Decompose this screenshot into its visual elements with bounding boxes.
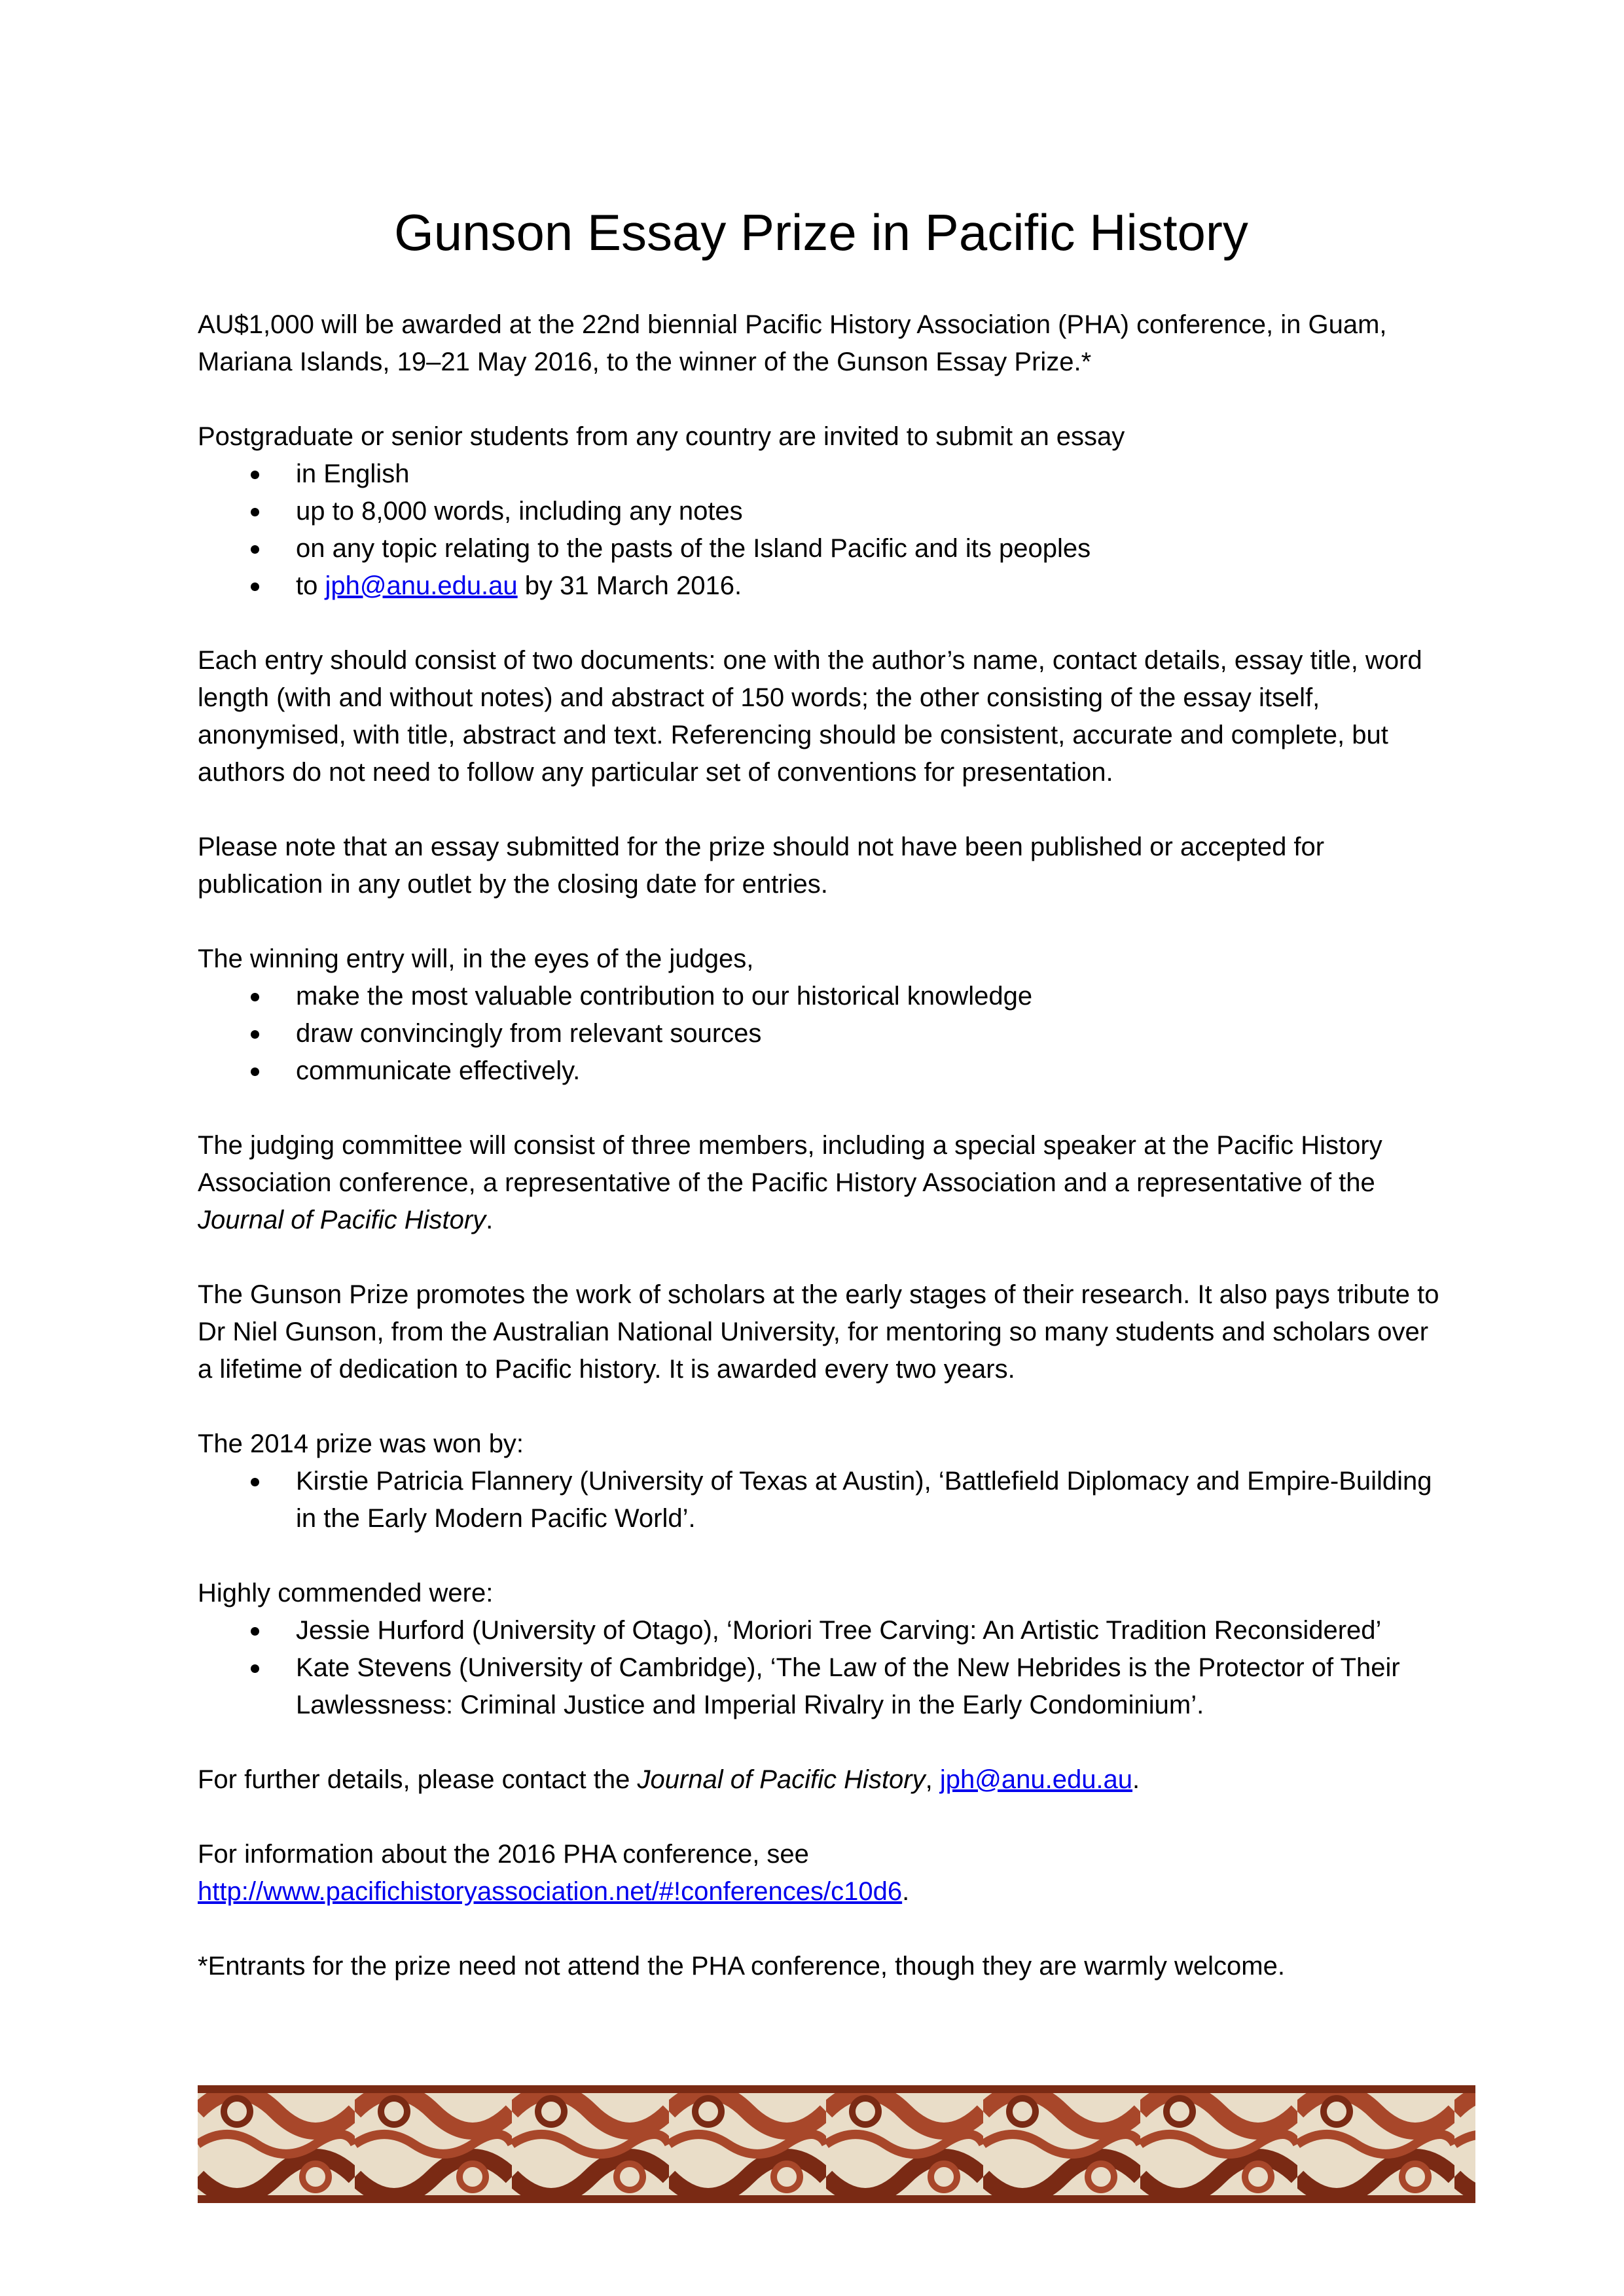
document-body [198, 196, 1445, 2022]
bullet-icon [251, 583, 259, 591]
commended-list [198, 1612, 1445, 1724]
publication-note-paragraph: Please note that an essay submitted for the prize should not have been published or accepted for publication in any outlet by the closing date for entries. [198, 833, 1325, 899]
conference-link[interactable]: http://www.pacifichistoryassociation.net/#!conferences/c10d6 [198, 1877, 903, 1906]
winner-list [198, 1463, 1445, 1537]
about-paragraph: The Gunson Prize promotes the work of scholars at the early stages of their research. It also pays tribute to Dr Niel Gunson, from the Australian National University, for mentoring so many students and scholars over a lifetime of dedication to Pacific history. It is awarded every two years. [198, 1280, 1439, 1384]
journal-title: Journal of Pacific History [637, 1765, 926, 1794]
bullet-icon [251, 1478, 259, 1486]
journal-title: Journal of Pacific History [198, 1206, 486, 1234]
list-item: draw convincingly from relevant sources [198, 1015, 1445, 1052]
bullet-icon [251, 1627, 259, 1636]
bullet-icon [251, 993, 259, 1001]
bullet-icon [251, 1664, 259, 1673]
list-item: communicate effectively. [198, 1052, 1445, 1090]
list-item: to jph@anu.edu.au by 31 March 2016. [198, 567, 1445, 605]
bullet-icon [251, 545, 259, 554]
list-item: Jessie Hurford (University of Otago), ‘Moriori Tree Carving: An Artistic Tradition Reconsidered’ [198, 1612, 1445, 1649]
list-item: in English [198, 456, 1445, 493]
intro-paragraph: AU$1,000 will be awarded at the 22nd biennial Pacific History Association (PHA) conference, in Guam, Mariana Islands, 19–21 May 2016, to the winner of the Gunson Essay Prize.* [198, 310, 1387, 376]
list-item: Kate Stevens (University of Cambridge), ‘The Law of the New Hebrides is the Protector of Their Lawlessness: Criminal Justice and Imperial Rivalry in the Early Condominium’. [198, 1649, 1445, 1724]
list-item: Kirstie Patricia Flannery (University of Texas at Austin), ‘Battlefield Diplomacy and Empire-Building in the Early Modern Pacific World’. [198, 1463, 1445, 1537]
criteria-lead: The winning entry will, in the eyes of the judges, [198, 944, 754, 973]
committee-paragraph: The judging committee will consist of three members, including a special speaker at the Pacific History Association conference, a representative of the Pacific History Association and a representative of the Journal of Pacific History. [198, 1131, 1382, 1234]
list-item: on any topic relating to the pasts of the Island Pacific and its peoples [198, 530, 1445, 567]
email-link[interactable]: jph@anu.edu.au [939, 1765, 1133, 1794]
bullet-icon [251, 508, 259, 516]
footnote: *Entrants for the prize need not attend the PHA conference, though they are warmly welcome. [198, 1952, 1285, 1981]
decorative-kowhaiwhai-border [198, 2085, 1475, 2203]
page-title: Gunson Essay Prize in Pacific History [394, 204, 1248, 261]
entry-documents-paragraph: Each entry should consist of two documents: one with the author’s name, contact details, essay title, word length (with and without notes) and abstract of 150 words; the other consisting of the essay itself, anonymised, with title, abstract and text. Referencing should be consistent, accurate and complete, but authors do not need to follow any particular set of conventions for presentation. [198, 646, 1422, 787]
winner-lead: The 2014 prize was won by: [198, 1429, 524, 1458]
email-link[interactable]: jph@anu.edu.au [325, 571, 518, 600]
bullet-icon [251, 471, 259, 479]
commended-lead: Highly commended were: [198, 1579, 494, 1607]
list-item: up to 8,000 words, including any notes [198, 493, 1445, 530]
conference-paragraph: For information about the 2016 PHA conference, see http://www.pacifichistoryassociation.net/#!conferences/c10d6. [198, 1840, 910, 1906]
submission-lead: Postgraduate or senior students from any country are invited to submit an essay [198, 422, 1125, 451]
bullet-icon [251, 1067, 259, 1076]
criteria-list [198, 978, 1445, 1090]
submission-list [198, 456, 1445, 605]
border-pattern-icon [198, 2085, 1475, 2203]
list-item: make the most valuable contribution to our historical knowledge [198, 978, 1445, 1015]
bullet-icon [251, 1030, 259, 1039]
contact-paragraph: For further details, please contact the Journal of Pacific History, jph@anu.edu.au. [198, 1765, 1140, 1794]
